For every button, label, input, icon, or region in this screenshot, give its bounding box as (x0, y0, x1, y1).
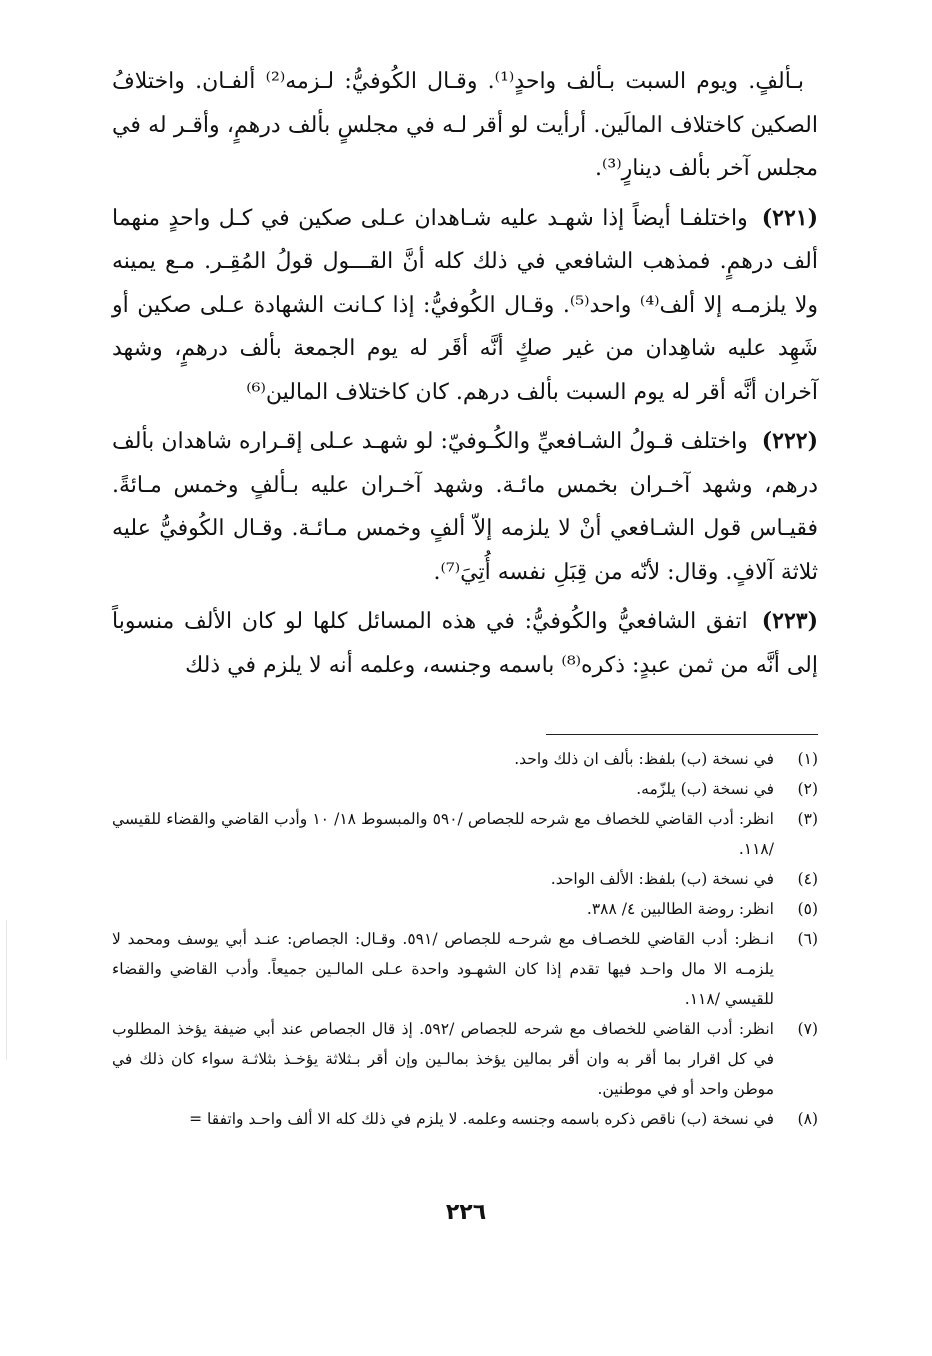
footnote-text: انظر: روضة الطالبين ٤/ ٣٨٨. (586, 900, 774, 918)
paragraph (112, 197, 818, 415)
footnote (112, 894, 818, 924)
footnote-number: (٢) (797, 780, 818, 798)
paragraph (112, 420, 818, 594)
paragraph-number: (٢٢٣) (761, 608, 818, 634)
footnote-text: في نسخة (ب) يلزّمه. (636, 780, 774, 798)
paragraph (112, 600, 818, 687)
footnote-number: (٨) (797, 1110, 818, 1128)
footnote-text: انـظر: أدب القاضي للخصـاف مع شرحـه للجصاص /٥٩١. وقـال: الجصاص: عنـد أبي يوسف ومحمد لا يلزمـه الا مال واحـد فيها تقدم إذا كان الشهـود واحدة عـلى المالـين جميعاً. وأدب القاضي والقضاء للقيسي /١١٨. (112, 930, 774, 1008)
footnote-text: انظر: أدب القاضي للخصاف مع شرحه للجصاص /٥٩٠ والمبسوط ١٨/ ١٠ وأدب القاضي والقضاء للقيسي /١١٨. (112, 810, 774, 858)
footnote (112, 924, 818, 1014)
footnote-divider (546, 734, 818, 735)
page-number: ٢٢٦ (445, 1200, 487, 1225)
footnote-number: (٧) (797, 1020, 818, 1038)
footnote (112, 864, 818, 894)
scan-edge-mark (6, 920, 7, 1060)
footnote-text: في نسخة (ب) بلفظ: الألف الواحد. (550, 870, 774, 888)
footnote-text: في نسخة (ب) بلفظ: بألف ان ذلك واحد. (514, 750, 774, 768)
footnote-number: (١) (797, 750, 818, 768)
paragraph-text: واختلفـا أيضاً إذا شهـد عليه شـاهدان عـلى صكين في كـل واحدٍ منهما ألف درهمٍ. فمذهب الشافعي في ذلك كله أنَّ القـــول قولُ المُقِـر. مـع يمينه ولا يلزمـه إلا ألف⁽⁴⁾ واحد⁽⁵⁾. وقـال الكُوفيُّ: إذا كـانت الشهادة عـلى صكين أو شَهِد عليه شاهِدان من غير صكٍ أنَّه أقَر له يوم الجمعة بألف درهمٍ، وشهد آخران أنَّه أقر له يوم السبت بألف درهم. كان كاختلاف المالين⁽⁶⁾ (112, 205, 818, 405)
paragraph-text: واختلف قـولُ الشـافعيِّ والكُـوفيّ: لو شهـد عـلى إقـراره شاهدان بألف درهم، وشهد آخـران بخمس مائـة. وشهد آخـران عليه بـألفٍ وخمس مـائةً. فقيـاس قول الشـافعي أنْ لا يلزمه إلاّ ألفٍ وخمس مـائـة. وقـال الكُوفيُّ عليه ثلاثة آلافٍ. وقال: لأنّه من قِبَلِ نفسه أُتِيَ⁽⁷⁾. (112, 429, 818, 585)
paragraph (112, 60, 818, 191)
footnote (112, 744, 818, 774)
footnote (112, 804, 818, 864)
paragraph-number: (٢٢١) (761, 204, 818, 231)
footnotes (112, 744, 818, 1134)
footnote-text: انظر: أدب القاضي للخصاف مع شرحه للجصاص /٥٩٢. إذ قال الجصاص عند أبي ضيفة يؤخذ المطلوب في كل اقرار بما أقر به وان أقر بمالين يؤخذ بمالـين وإن أقر بـثلاثة يؤخـذ بثلاثـة سواء كان ذلك في موطن واحد أو في موطنين. (112, 1020, 774, 1098)
paragraph-number: (٢٢٢) (761, 428, 818, 454)
footnote (112, 1104, 818, 1134)
footnote-number: (٤) (797, 870, 818, 888)
footnote-number: (٥) (797, 900, 818, 918)
main-text (112, 60, 818, 693)
footnote-text: في نسخة (ب) ناقص ذكره باسمه وجنسه وعلمه. لا يلزم في ذلك كله الا ألف واحـد واتفقا = (189, 1110, 774, 1128)
footnote-number: (٣) (797, 810, 818, 828)
paragraph-text: بـألفٍ. ويوم السبت بـألف واحدٍ⁽¹⁾. وقـال الكُوفيُّ: لـزمه⁽²⁾ ألفـان. واختلافُ الصكين كاختلاف المالَين. أرأيت لو أقر لـه في مجلسٍ بألف درهمٍ، وأقـر له في مجلس آخر بألف دينارٍ⁽³⁾. (112, 69, 818, 181)
footnote-number: (٦) (797, 930, 818, 948)
footnote (112, 1014, 818, 1104)
footnote (112, 774, 818, 804)
paragraph-text: اتفق الشافعيُّ والكُوفيُّ: في هذه المسائل كلها لو كان الألف منسوباً إلى أنَّه من ثمن عبدٍ: ذكره⁽⁸⁾ باسمه وجنسه، وعلمه أنه لا يلزم في ذلك (112, 609, 818, 678)
